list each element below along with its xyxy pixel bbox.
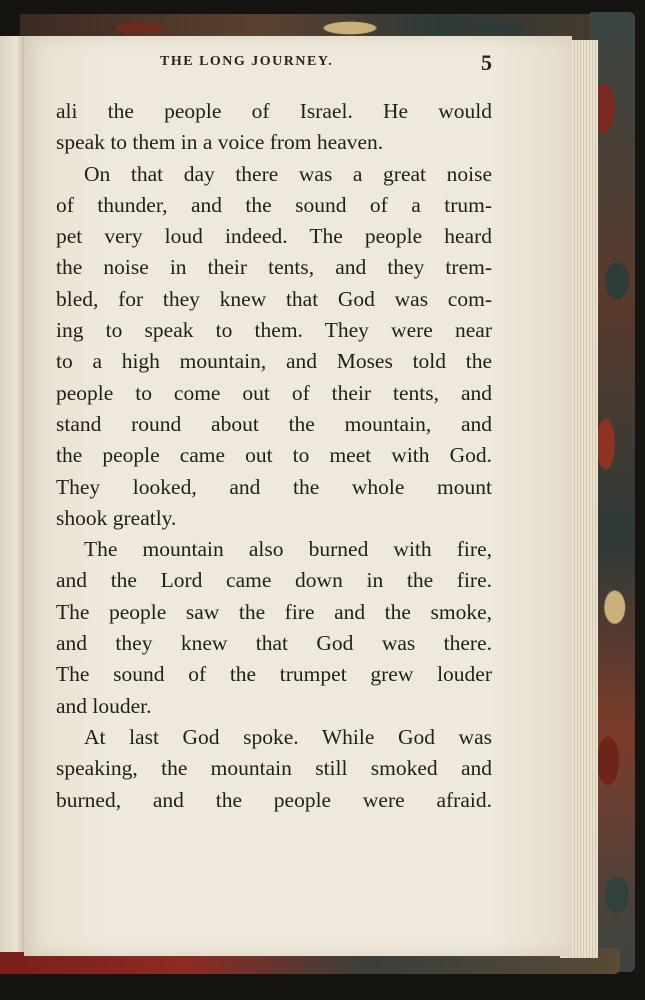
text-line: ing to speak to them. They were near	[56, 318, 492, 343]
text-line: burned, and the people were afraid.	[56, 787, 492, 812]
text-line: speak to them in a voice from heaven.	[56, 130, 384, 155]
text-line: and they knew that God was there.	[56, 631, 492, 656]
text-line: pet very loud indeed. The people heard	[56, 224, 492, 249]
text-line: to a high mountain, and Moses told the	[56, 349, 492, 374]
text-line: of thunder, and the sound of a trum-	[56, 192, 492, 217]
running-head: THE LONG JOURNEY.	[160, 54, 334, 69]
page-body-text	[56, 96, 492, 816]
facing-page-edge	[0, 36, 25, 952]
text-line: shook greatly.	[56, 505, 177, 530]
text-line: the noise in their tents, and they trem-	[56, 255, 492, 280]
text-line: The mountain also burned with fire,	[84, 537, 492, 562]
text-line: speaking, the mountain still smoked and	[56, 756, 492, 781]
text-line: and louder.	[56, 693, 152, 718]
text-line: people to come out of their tents, and	[56, 380, 492, 405]
text-line: the people came out to meet with God.	[56, 443, 492, 468]
text-line: On that day there was a great noise	[84, 161, 492, 186]
text-line: bled, for they knew that God was com-	[56, 286, 492, 311]
page-header	[60, 52, 490, 82]
text-line: ali the people of Israel. He would	[56, 99, 492, 123]
text-line: The people saw the fire and the smoke,	[56, 599, 492, 624]
text-line: At last God spoke. While God was	[84, 724, 492, 749]
text-line: They looked, and the whole mount	[56, 474, 492, 499]
page-number: 5	[481, 50, 492, 75]
text-line: stand round about the mountain, and	[56, 411, 492, 436]
text-line: The sound of the trumpet grew louder	[56, 662, 492, 687]
text-line: and the Lord came down in the fire.	[56, 568, 492, 593]
